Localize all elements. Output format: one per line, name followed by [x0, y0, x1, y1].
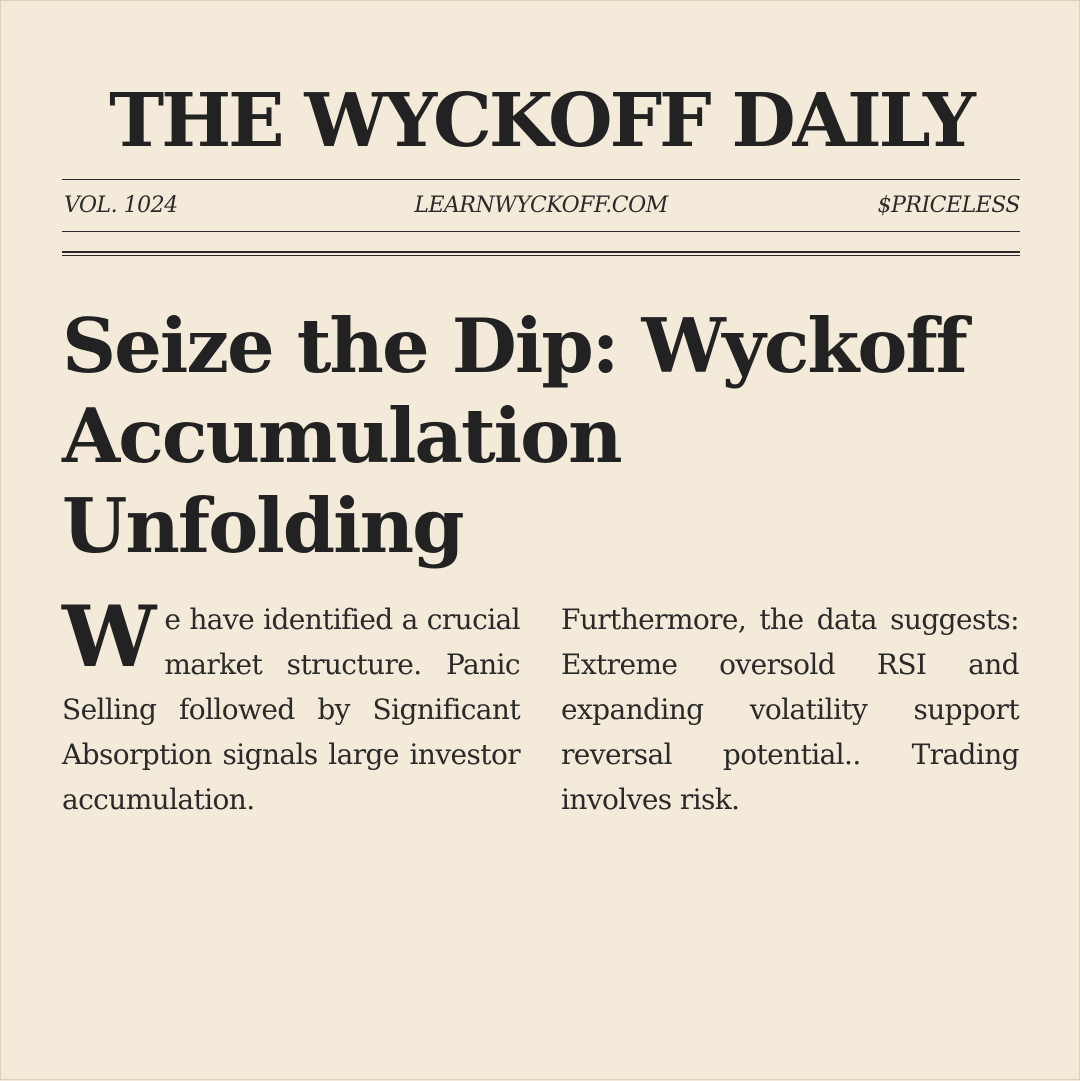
website-label: LEARNWYCKOFF.COM — [414, 193, 668, 218]
article-headline: Seize the Dip: Wyckoff Accumulation Unfolding — [62, 302, 966, 570]
column-right-text: Furthermore, the data suggests: Extreme oversold RSI and expanding volatility support reversal potential.. Trading involves risk. — [561, 603, 1019, 816]
info-rule-bottom — [62, 231, 1020, 232]
drop-cap: W — [62, 587, 153, 686]
masthead-title: THE WYCKOFF DAILY — [109, 78, 973, 164]
newspaper-page — [62, 1, 1020, 1081]
column-left-text: e have identified a crucial market structure. Panic Selling followed by Significant Absorption signals large investor accumulation. — [62, 603, 520, 816]
volume-label: VOL. 1024 — [64, 193, 178, 218]
double-rule-bottom — [62, 255, 1020, 256]
double-rule-top — [62, 251, 1020, 253]
article-column-left — [62, 587, 520, 822]
article-column-right — [561, 597, 1019, 822]
info-bar — [62, 189, 1020, 223]
masthead-rule-top — [62, 179, 1020, 180]
price-label: $PRICELESS — [877, 193, 1020, 218]
